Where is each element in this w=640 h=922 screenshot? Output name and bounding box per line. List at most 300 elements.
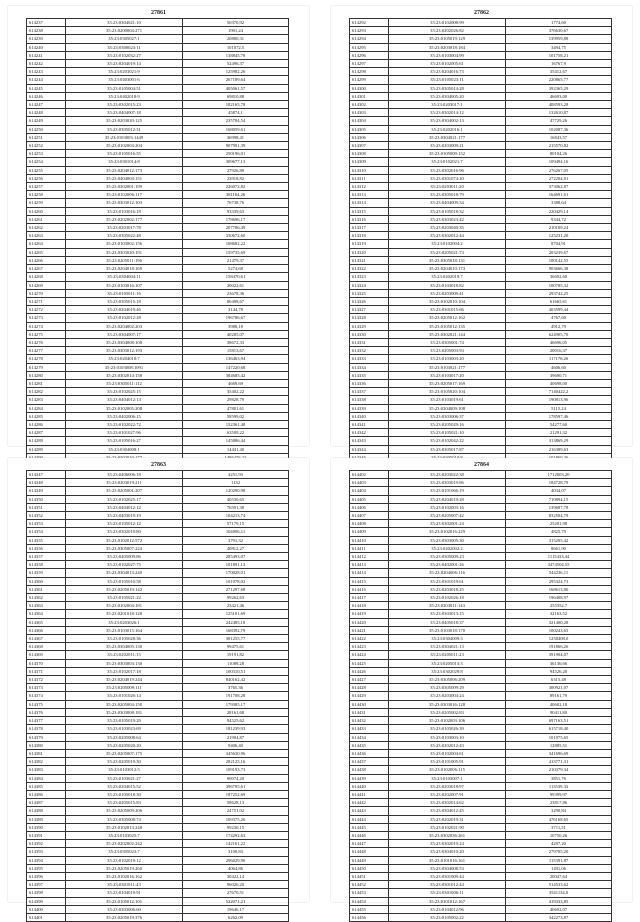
table-row [27, 495, 289, 503]
value-cell: 9406,40 [183, 741, 289, 749]
cadastral-number-cell: 35:23:0204019:14 [66, 60, 183, 68]
row-number-cell: 614306 [350, 133, 389, 141]
cadastral-number-cell: 35:23:0302021:144 [389, 330, 506, 338]
cadastral-number-cell: 35:23:0203018:184 [389, 43, 506, 51]
value-cell: 101072,5 [183, 43, 289, 51]
cadastral-number-cell: 35:23:0302014:62 [389, 799, 506, 807]
value-cell: 152361,48 [183, 420, 289, 428]
cadastral-number-cell: 35:23:0302016:96 [389, 166, 506, 174]
cadastral-number-cell: 35:23:0103004:99 [389, 51, 506, 59]
value-cell: 36998,41 [183, 133, 289, 141]
value-cell: 139687,78 [506, 503, 612, 511]
cadastral-number-cell: 35:23:0103017:20 [389, 371, 506, 379]
table-row [27, 174, 289, 182]
value-cell: 296029,90 [183, 856, 289, 864]
value-cell: 132610,87 [506, 109, 612, 117]
value-cell: 20022,61 [183, 281, 289, 289]
cadastral-number-cell: 35:23:0304008:108 [66, 338, 183, 346]
table-row [350, 158, 612, 166]
row-number-cell: 614254 [27, 158, 66, 166]
cadastral-number-cell: 35:23:0202007:91 [389, 790, 506, 798]
cadastral-number-cell: 35:23:0305006:209 [389, 676, 506, 684]
table-row [27, 561, 289, 569]
table-row [27, 51, 289, 59]
table-row [350, 445, 612, 453]
value-cell: 295324,73 [506, 577, 612, 585]
value-cell: 69810,88 [183, 92, 289, 100]
row-number-cell: 614421 [350, 626, 389, 634]
cadastral-number-cell: 35:23:0205007:175 [66, 749, 183, 757]
table-row [27, 528, 289, 536]
value-cell: 203239,67 [506, 248, 612, 256]
value-cell: 10750,26 [506, 831, 612, 839]
table-row [350, 248, 612, 256]
cadastral-number-cell: 35:23:0305007:224 [66, 544, 183, 552]
value-cell: 514533,62 [506, 881, 612, 889]
row-number-cell: 614360 [27, 577, 66, 585]
value-cell: 76591,38 [183, 503, 289, 511]
table-row [27, 68, 289, 76]
row-number-cell: 614382 [27, 758, 66, 766]
row-number-cell: 614410 [350, 536, 389, 544]
value-cell: 187252,69 [183, 790, 289, 798]
row-number-cell: 614267 [27, 265, 66, 273]
value-cell: 40602,18 [506, 700, 612, 708]
row-number-cell: 614354 [27, 528, 66, 536]
value-cell: 3144,78 [183, 306, 289, 314]
value-cell: 99262,63 [183, 594, 289, 602]
table-row [27, 856, 289, 864]
cadastral-number-cell: 35:23:0302012:44 [389, 232, 506, 240]
table-row [350, 610, 612, 618]
row-number-cell: 614246 [27, 92, 66, 100]
table-row [27, 404, 289, 412]
cadastral-number-cell: 35:23:0305009:29 [389, 684, 506, 692]
value-cell: 39690,71 [506, 371, 612, 379]
table-row [27, 158, 289, 166]
value-cell: 138845,78 [183, 51, 289, 59]
cadastral-number-cell: 35:23:0203019:211 [66, 479, 183, 487]
row-number-cell: 614252 [27, 142, 66, 150]
table-row [350, 256, 612, 264]
row-number-cell: 614322 [350, 265, 389, 273]
row-number-cell: 614402 [350, 471, 389, 479]
row-number-cell: 614314 [350, 199, 389, 207]
table-row [350, 330, 612, 338]
row-number-cell: 614349 [27, 487, 66, 495]
row-number-cell: 614366 [27, 626, 66, 634]
cadastral-number-cell: 35:23:0305022:48 [66, 232, 183, 240]
row-number-cell: 614368 [27, 643, 66, 651]
table-row [27, 273, 289, 281]
table-row [27, 905, 289, 913]
value-cell: 272204,91 [506, 174, 612, 182]
row-number-cell: 614399 [27, 897, 66, 905]
row-number-cell: 614341 [350, 420, 389, 428]
cadastral-number-cell: 35:23:0103019:61 [389, 396, 506, 404]
value-cell: 376630,67 [506, 27, 612, 35]
row-number-cell: 614446 [350, 831, 389, 839]
table-row [27, 215, 289, 223]
table-row [27, 684, 289, 692]
cadastral-number-cell: 35:23:0406006:18 [66, 471, 183, 479]
value-cell: 3765,36 [183, 684, 289, 692]
cadastral-number-cell: 35:23:0301074:20 [389, 174, 506, 182]
row-number-cell: 614323 [350, 273, 389, 281]
cadastral-number-cell: 35:23:0105010:58 [66, 577, 183, 585]
row-number-cell: 614371 [27, 667, 66, 675]
row-number-cell: 614315 [350, 207, 389, 215]
value-cell: 101078,02 [183, 577, 289, 585]
value-cell: 90411,80 [506, 708, 612, 716]
cadastral-number-cell: 35:23:0301019:61 [389, 577, 506, 585]
value-cell: 196786,67 [183, 314, 289, 322]
cadastral-number-cell: 35:23:0105018:32 [389, 207, 506, 215]
table-row [350, 76, 612, 84]
cadastral-number-cell: 35:23:0204016:73 [389, 68, 506, 76]
table-row [350, 338, 612, 346]
table-row [27, 872, 289, 880]
table-row [27, 207, 289, 215]
cadastral-number-cell: 35:23:0201018:128 [66, 610, 183, 618]
table-row [350, 692, 612, 700]
row-number-cell: 614281 [27, 379, 66, 387]
table-row [27, 27, 289, 35]
value-cell: 342273,87 [506, 913, 612, 921]
table-row [27, 191, 289, 199]
row-number-cell: 614308 [350, 150, 389, 158]
table-row [350, 815, 612, 823]
table-row [350, 101, 612, 109]
row-number-cell: 614245 [27, 84, 66, 92]
value-cell: 61665,61 [506, 297, 612, 305]
value-cell: 168613,80 [506, 585, 612, 593]
value-cell: 101758,21 [506, 51, 612, 59]
value-cell: 80104,26 [506, 150, 612, 158]
table-row [350, 174, 612, 182]
row-number-cell: 614444 [350, 815, 389, 823]
row-number-cell: 614406 [350, 503, 389, 511]
page-number: 27862 [474, 10, 489, 16]
document-page-2 [331, 6, 632, 452]
document-page-4 [331, 458, 632, 920]
value-cell: 207706,49 [183, 224, 289, 232]
row-number-cell: 614389 [27, 815, 66, 823]
cadastral-number-cell: 35:23:0404012:13 [66, 396, 183, 404]
row-number-cell: 614374 [27, 692, 66, 700]
value-cell: 215570,82 [506, 142, 612, 150]
row-number-cell: 614407 [350, 512, 389, 520]
table-row [350, 371, 612, 379]
table-row [27, 183, 289, 191]
cadastral-number-cell: 35:23:0204018:169 [66, 265, 183, 273]
cadastral-number-cell: 35:23:0305027:1 [66, 35, 183, 43]
cadastral-number-cell: 35:23:0204019:46 [66, 306, 183, 314]
cadastral-number-cell: 35:23:0203018:97 [389, 782, 506, 790]
cadastral-number-cell: 35:23:0105028:36 [66, 635, 183, 643]
row-number-cell: 614347 [27, 471, 66, 479]
value-cell: 544236,11 [506, 569, 612, 577]
cadastral-number-cell: 35:23:0102016:162 [66, 872, 183, 880]
cadastral-number-cell: 35:23:0304004:11 [66, 273, 183, 281]
row-number-cell: 614287 [27, 429, 66, 437]
value-cell: 46696,05 [506, 338, 612, 346]
cadastral-number-cell: 35:23:0205029:16 [389, 420, 506, 428]
table-row [350, 651, 612, 659]
cadastral-number-cell: 35:23:0304010:20 [389, 848, 506, 856]
cadastral-number-cell: 35:23:0304008:53 [389, 864, 506, 872]
table-row [350, 355, 612, 363]
row-number-cell: 614278 [27, 355, 66, 363]
value-cell: 1132 [183, 479, 289, 487]
value-cell: 8661,90 [506, 544, 612, 552]
row-number-cell: 614431 [350, 708, 389, 716]
value-cell: 57179,15 [183, 520, 289, 528]
table-row [27, 306, 289, 314]
cadastral-number-cell: 35:23:0102005:61 [389, 60, 506, 68]
table-row [350, 585, 612, 593]
table-row [350, 561, 612, 569]
table-row [350, 92, 612, 100]
document-page-1 [8, 6, 309, 452]
value-cell: 341696,69 [506, 749, 612, 757]
value-cell: 108682,22 [183, 240, 289, 248]
cadastral-number-cell: 35:23:0402001:26 [389, 561, 506, 569]
table-row [350, 35, 612, 43]
cadastral-number-cell: 35:23:0105012:12 [66, 520, 183, 528]
cadastral-number-cell: 35:23:0205020:20 [66, 741, 183, 749]
cadastral-number-cell: 35:23:0205013:3 [389, 659, 506, 667]
table-row [350, 528, 612, 536]
cadastral-number-cell: 35:23:0403019:19 [66, 512, 183, 520]
row-number-cell: 614384 [27, 774, 66, 782]
cadastral-number-cell: 35:23:0104012:96 [389, 905, 506, 913]
cadastral-number-cell: 35:23:0105016:55 [66, 150, 183, 158]
table-row [27, 790, 289, 798]
table-row [350, 667, 612, 675]
table-row [27, 224, 289, 232]
row-number-cell: 614295 [350, 43, 389, 51]
table-row [27, 363, 289, 371]
value-cell: 15813,67 [183, 347, 289, 355]
value-cell: 381164,26 [183, 191, 289, 199]
table-row [350, 273, 612, 281]
value-cell: 168392,79 [183, 626, 289, 634]
value-cell: 3474504,55 [506, 561, 612, 569]
cadastral-number-cell: 35:23:0304002:13 [389, 117, 506, 125]
row-number-cell: 614334 [350, 363, 389, 371]
table-row [27, 864, 289, 872]
table-row [350, 133, 612, 141]
value-cell: 99230,15 [183, 823, 289, 831]
value-cell: 20016,37 [506, 347, 612, 355]
cadastral-number-cell: 35:23:0103023:69 [66, 725, 183, 733]
table-row [27, 643, 289, 651]
cadastral-number-cell: 35:23:0303008:181 [66, 708, 183, 716]
value-cell: 168059,61 [183, 125, 289, 133]
table-row [27, 60, 289, 68]
value-cell: 615718,40 [506, 725, 612, 733]
cadastral-number-cell: 35:23:0105016:27 [66, 437, 183, 445]
value-cell: 242485,18 [183, 618, 289, 626]
row-number-cell: 614285 [27, 412, 66, 420]
table-row [350, 125, 612, 133]
table-row [27, 445, 289, 453]
row-number-cell: 614241 [27, 51, 66, 59]
table-row [350, 864, 612, 872]
table-row [27, 766, 289, 774]
cadastral-number-cell: 35:23:0101016:161 [389, 856, 506, 864]
table-row [27, 520, 289, 528]
row-number-cell: 614243 [27, 68, 66, 76]
cadastral-number-cell: 35:23:0105011:16 [66, 289, 183, 297]
table-row [350, 799, 612, 807]
table-row [350, 626, 612, 634]
cadastral-number-cell: 35:23:0405018:37 [389, 618, 506, 626]
cadastral-number-cell: 35:23:0205021:73 [389, 248, 506, 256]
table-row [27, 774, 289, 782]
value-cell: 1258408,0 [506, 635, 612, 643]
value-cell: 27926,89 [183, 166, 289, 174]
table-row [350, 43, 612, 51]
row-number-cell: 614300 [350, 84, 389, 92]
row-number-cell: 614425 [350, 659, 389, 667]
value-cell: 226072,82 [183, 183, 289, 191]
cadastral-number-cell: 35:23:0205007:42 [389, 512, 506, 520]
row-number-cell: 614271 [27, 297, 66, 305]
row-number-cell: 614255 [27, 166, 66, 174]
cadastral-number-cell: 35:23:0102012:28 [66, 314, 183, 322]
value-cell: 120290,98 [183, 487, 289, 495]
cadastral-number-cell: 35:23:0103012:5 [66, 766, 183, 774]
row-number-cell: 614307 [350, 142, 389, 150]
value-cell: 38672,33 [183, 338, 289, 346]
table-row [27, 281, 289, 289]
cadastral-number-cell: 35:23:0304013:240 [66, 569, 183, 577]
table-row [350, 659, 612, 667]
row-number-cell: 614348 [27, 479, 66, 487]
cadastral-number-cell: 35:23:0105021:22 [66, 594, 183, 602]
value-cell: 170028,01 [183, 569, 289, 577]
value-cell: 25201,98 [506, 520, 612, 528]
cadastral-number-cell: 35:23:0205019:30 [66, 758, 183, 766]
row-number-cell: 614398 [27, 889, 66, 897]
row-number-cell: 614409 [350, 528, 389, 536]
value-cell: 4034,07 [506, 487, 612, 495]
row-number-cell: 614451 [350, 872, 389, 880]
table-row [350, 109, 612, 117]
row-number-cell: 614250 [27, 125, 66, 133]
table-row [350, 684, 612, 692]
row-number-cell: 614311 [350, 174, 389, 182]
cadastral-number-cell: 35:23:0102010:104 [389, 297, 506, 305]
row-number-cell: 614258 [27, 191, 66, 199]
row-number-cell: 614359 [27, 569, 66, 577]
table-row [350, 840, 612, 848]
value-cell: 23918,82 [183, 174, 289, 182]
cadastral-number-cell: 35:23:0105018:30 [66, 790, 183, 798]
row-number-cell: 614369 [27, 651, 66, 659]
cadastral-number-cell: 35:23:0202016:1 [389, 125, 506, 133]
cadastral-number-cell: 35:23:0302015:23 [66, 101, 183, 109]
value-cell: 8704,91 [506, 240, 612, 248]
table-row [27, 659, 289, 667]
table-row [27, 717, 289, 725]
table-row [27, 594, 289, 602]
cadastral-number-cell: 35:23:0304005:20 [389, 92, 506, 100]
table-row [350, 240, 612, 248]
table-row [350, 265, 612, 273]
table-row [27, 577, 289, 585]
value-cell: 300921,07 [506, 684, 612, 692]
cadastral-number-cell: 35:23:0204019:244 [66, 676, 183, 684]
cadastral-number-cell: 35:23:0303016:128 [389, 700, 506, 708]
cadastral-number-cell: 35:23:0205017:169 [389, 379, 506, 387]
value-cell: 413771,31 [506, 758, 612, 766]
row-number-cell: 614297 [350, 60, 389, 68]
table-row [350, 199, 612, 207]
value-cell: 7140422,2 [506, 388, 612, 396]
row-number-cell: 614330 [350, 330, 389, 338]
row-number-cell: 614441 [350, 790, 389, 798]
table-row [27, 199, 289, 207]
value-cell: 315205,42 [506, 536, 612, 544]
row-number-cell: 614356 [27, 544, 66, 552]
cadastral-number-cell: 35:23:0303019:86 [389, 479, 506, 487]
row-number-cell: 614450 [350, 864, 389, 872]
table-row [350, 388, 612, 396]
value-cell: 46693,00 [506, 92, 612, 100]
table-row [350, 224, 612, 232]
cadastral-number-cell: 35:23:0102005:208 [66, 404, 183, 412]
cadastral-number-cell: 35:23:0103025:7 [66, 831, 183, 839]
cadastral-number-cell: 35:23:0101027:96 [66, 429, 183, 437]
row-number-cell: 614363 [27, 602, 66, 610]
value-cell: 1712003,20 [506, 471, 612, 479]
value-cell: 23421,46 [183, 602, 289, 610]
row-number-cell: 614453 [350, 889, 389, 897]
table-row [27, 289, 289, 297]
table-row [27, 256, 289, 264]
value-cell: 158470,61 [183, 273, 289, 281]
table-row [350, 544, 612, 552]
row-number-cell: 614415 [350, 577, 389, 585]
cadastral-number-cell: 35:23:0203017:78 [66, 224, 183, 232]
value-cell: 182165,78 [183, 101, 289, 109]
value-cell: 9344,72 [506, 215, 612, 223]
cadastral-number-cell: 35:23:0303013:15 [389, 610, 506, 618]
row-number-cell: 614434 [350, 733, 389, 741]
row-number-cell: 614238 [27, 27, 66, 35]
table-row [350, 215, 612, 223]
value-cell: 191708,28 [183, 692, 289, 700]
cadastral-number-cell: 35:23:0205004:150 [66, 700, 183, 708]
cadastral-number-cell: 35:23:0403001:6 [66, 76, 183, 84]
value-cell: 109494,16 [506, 158, 612, 166]
row-number-cell: 614282 [27, 388, 66, 396]
row-number-cell: 614387 [27, 799, 66, 807]
table-row [27, 265, 289, 273]
value-cell: 6262,09 [183, 913, 289, 921]
table-row [350, 913, 612, 921]
table-row [350, 84, 612, 92]
table-row [350, 420, 612, 428]
cadastral-number-cell: 35:23:0105021:10 [389, 429, 506, 437]
cadastral-number-cell: 35:23:0303012:193 [66, 347, 183, 355]
row-number-cell: 614318 [350, 232, 389, 240]
cadastral-number-cell: 35:23:0102021:90 [389, 823, 506, 831]
cadastral-number-cell: 35:23:0300023:11 [66, 43, 183, 51]
